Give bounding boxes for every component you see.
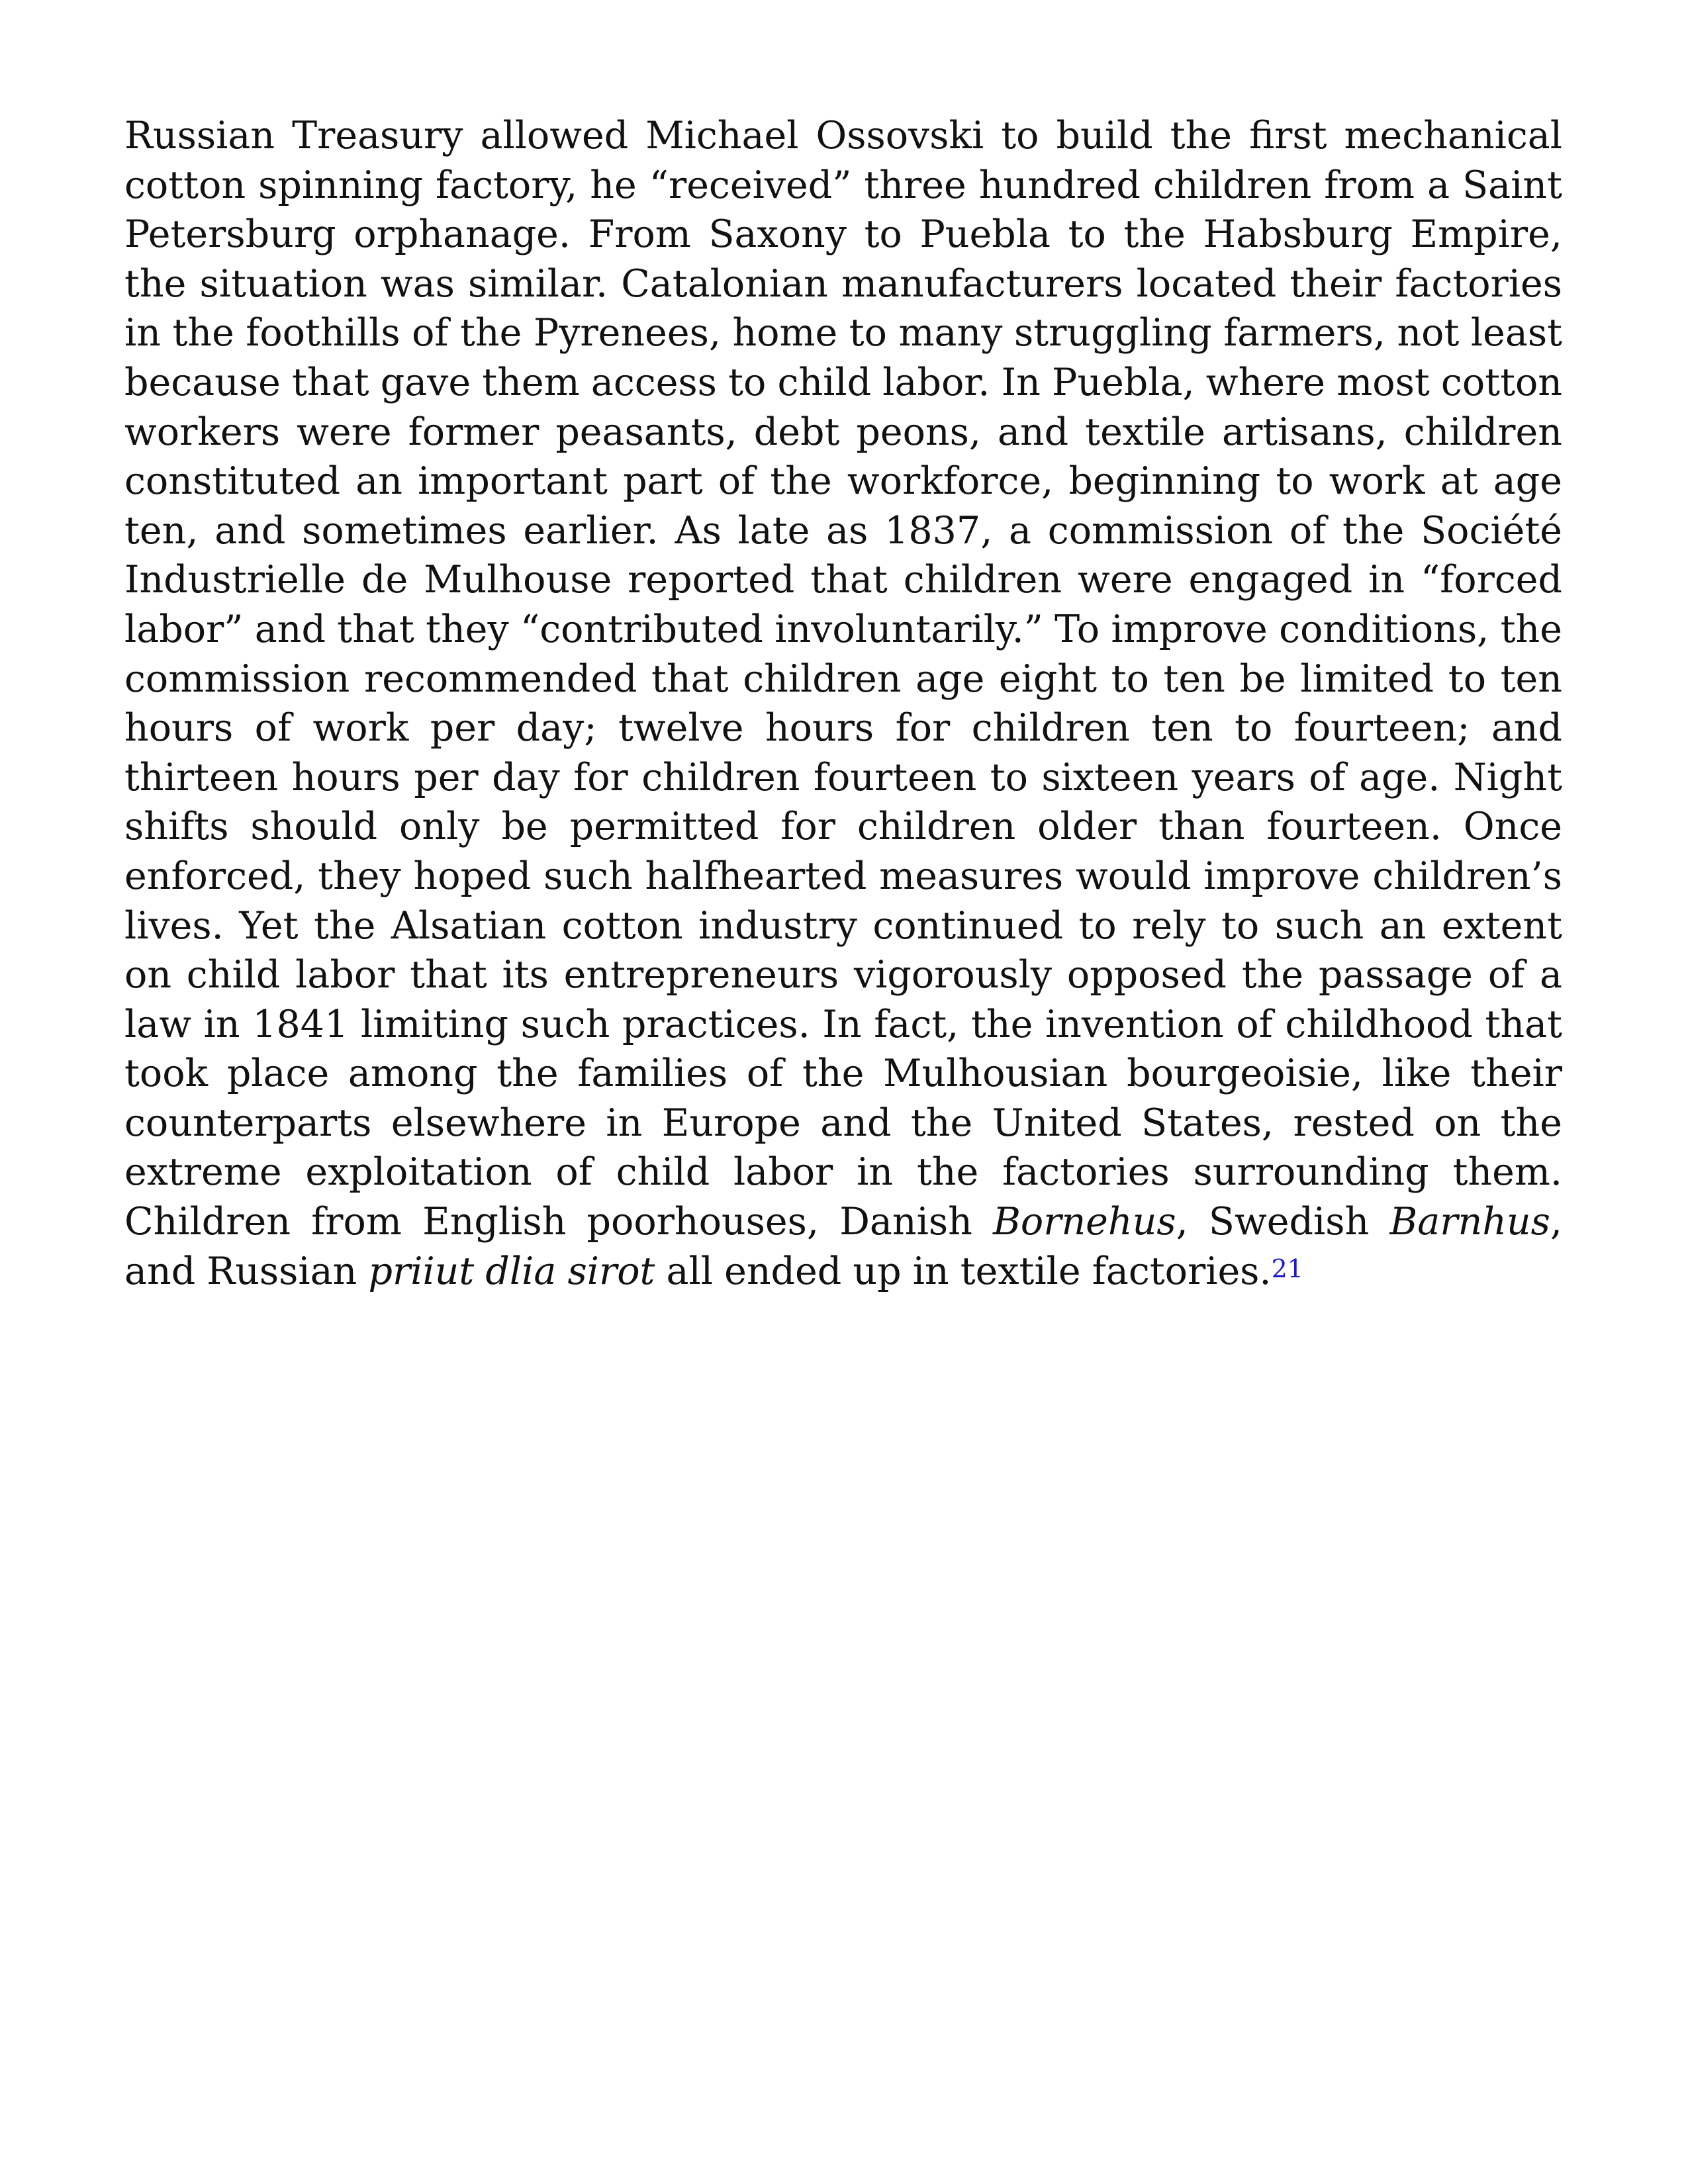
- paragraph-text-part-4: all ended up in textile factories.: [655, 1249, 1272, 1293]
- paragraph-text-part-2: , Swedish: [1176, 1200, 1390, 1244]
- italic-term-barnhus: Barnhus: [1389, 1200, 1550, 1244]
- italic-term-bornehus: Bornehus: [993, 1200, 1176, 1244]
- paragraph-text-part-3: , and Russian: [124, 1200, 1563, 1293]
- footnote-link[interactable]: 21: [1271, 1253, 1303, 1283]
- body-paragraph: [124, 111, 1562, 1296]
- italic-term-priiut-dlia-sirot: priiut dlia sirot: [368, 1249, 655, 1293]
- paragraph-text-part-1: Russian Treasury allowed Michael Ossovski to build the first mechanical cotton spinning factory, he “received” three hundred children from a Saint Petersburg orphanage. From Saxony to Puebla to the Habsburg Empire, the situation was similar. Catalonian manufacturers located their factories in the foothills of the Pyrenees, home to many struggling farmers, not least because that gave them access to child labor. In Puebla, where most cotton workers were former peasants, debt peons, and textile artisans, children constituted an important part of the workforce, beginning to work at age ten, and sometimes earlier. As late as 1837, a commission of the Société Industrielle de Mulhouse reported that children were engaged in “forced labor” and that they “contributed involuntarily.” To improve conditions, the commission recommended that children age eight to ten be limited to ten hours of work per day; twelve hours for children ten to fourteen; and thirteen hours per day for children fourteen to sixteen years of age. Night shifts should only be permitted for children older than fourteen. Once enforced, they hoped such halfhearted measures would improve children’s lives. Yet the Alsatian cotton industry continued to rely to such an extent on child labor that its entrepreneurs vigorously opposed the passage of a law in 1841 limiting such practices. In fact, the invention of childhood that took place among the families of the Mulhousian bourgeoisie, like their counterparts elsewhere in Europe and the United States, rested on the extreme exploitation of child labor in the factories surrounding them. Children from English poorhouses, Danish: [124, 114, 1562, 1244]
